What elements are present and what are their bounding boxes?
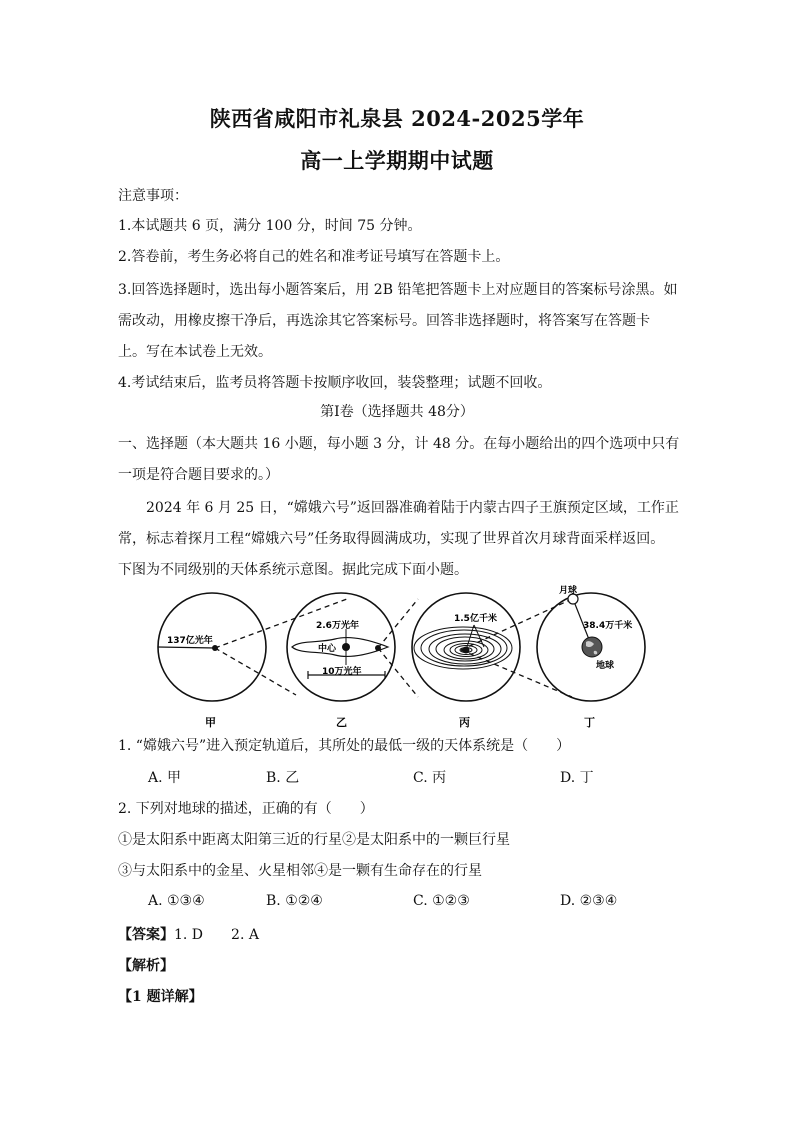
note-4: 4.考试结束后，监考员将答题卡按顺序收回，装袋整理；试题不回收。: [118, 375, 552, 391]
planet-orbits: [414, 627, 512, 669]
note-3-line3: 上。写在本试卷上无效。: [118, 344, 272, 360]
analysis-label: 【解析】: [118, 958, 174, 974]
detail-label: 【1 题详解】: [118, 989, 203, 1005]
earth-label: 地球: [596, 661, 615, 671]
ding-label: 丁: [584, 716, 595, 729]
q1-option-d: D. 丁: [560, 770, 594, 786]
q2-option-c: C. ①②③: [413, 893, 470, 909]
question-1-stem: 1. “嫦娥六号”进入预定轨道后，其所处的最低一级的天体系统是（ ）: [118, 738, 571, 754]
yi-label: 乙: [336, 716, 347, 729]
connector-jia-yi-bottom: [215, 648, 296, 695]
part1-instruction-line2: 一项是符合题目要求的。）: [118, 467, 279, 483]
notes-heading: 注意事项：: [118, 188, 188, 204]
solar-system-position: [375, 645, 381, 651]
passage-line2: 常，标志着探月工程“嫦娥六号”任务取得圆满成功，实现了世界首次月球背面采样返回。: [118, 531, 665, 547]
jia-radius-label: 137亿光年: [167, 636, 213, 646]
q1-option-a: A. 甲: [148, 770, 182, 786]
bing-label: 丙: [459, 716, 470, 729]
jia-label: 甲: [205, 716, 216, 729]
note-3-line2: 需改动，用橡皮擦干净后，再选涂其它答案标号。回答非选择题时，将答案写在答题卡: [118, 313, 650, 329]
moon-label: 月球: [559, 586, 578, 596]
question-2-statements-line1: ①是太阳系中距离太阳第三近的行星②是太阳系中的一颗巨行星: [118, 832, 510, 848]
yi-center-label: 中心: [318, 644, 337, 654]
system-jia: [158, 593, 266, 729]
q2-option-b: B. ①②④: [266, 893, 323, 909]
answer-label: 【答案】: [118, 927, 174, 943]
answer-text: 1. D 2. A: [174, 927, 259, 943]
earth-icon: [582, 637, 602, 657]
note-1: 1.本试题共 6 页，满分 100 分，时间 75 分钟。: [118, 218, 422, 234]
jia-center-dot: [212, 645, 218, 651]
exam-title-line2: 高一上学期期中试题: [300, 148, 494, 173]
q2-option-a: A. ①③④: [148, 893, 205, 909]
system-yi: [287, 593, 395, 729]
yi-thickness-label: 2.6万光年: [316, 621, 359, 631]
system-bing: [412, 593, 520, 729]
yi-diameter-label: 10万光年: [322, 667, 362, 677]
part1-instruction-line1: 一、选择题（本大题共 16 小题，每小题 3 分，计 48 分。在每小题给出的四个选项中只有: [118, 436, 680, 452]
passage-line1: 2024 年 6 月 25 日，“嫦娥六号”返回器准确着陆于内蒙古四子王旗预定区域，工作正: [146, 500, 679, 516]
connector-bing-ding-bottom: [461, 650, 572, 697]
q1-option-b: B. 乙: [266, 770, 300, 786]
q1-option-c: C. 丙: [413, 770, 447, 786]
ding-distance-label: 38.4万千米: [583, 621, 633, 631]
section-title: 第Ⅰ卷（选择题共 48分）: [320, 404, 474, 420]
note-3-line1: 3.回答选择题时，选出每小题答案后，用 2B 铅笔把答题卡上对应题目的答案标号涂黑。如: [118, 282, 678, 298]
jia-radius-line: [158, 647, 215, 648]
bing-distance-label: 1.5亿千米: [454, 614, 497, 624]
question-2-stem: 2. 下列对地球的描述，正确的有（ ）: [118, 801, 374, 817]
note-2: 2.答卷前，考生务必将自己的姓名和准考证号填写在答题卡上。: [118, 249, 510, 265]
question-2-statements-line2: ③与太阳系中的金星、火星相邻④是一颗有生命存在的行星: [118, 863, 482, 879]
exam-title-line1: 陕西省咸阳市礼泉县 2024-2025学年: [209, 106, 585, 131]
passage-line3: 下图为不同级别的天体系统示意图。据此完成下面小题。: [118, 562, 468, 578]
milky-way-disk: [292, 638, 388, 657]
answer-line: [118, 925, 688, 945]
system-ding: [537, 585, 645, 729]
q2-option-d: D. ②③④: [560, 893, 618, 909]
celestial-systems-diagram: [150, 585, 670, 730]
